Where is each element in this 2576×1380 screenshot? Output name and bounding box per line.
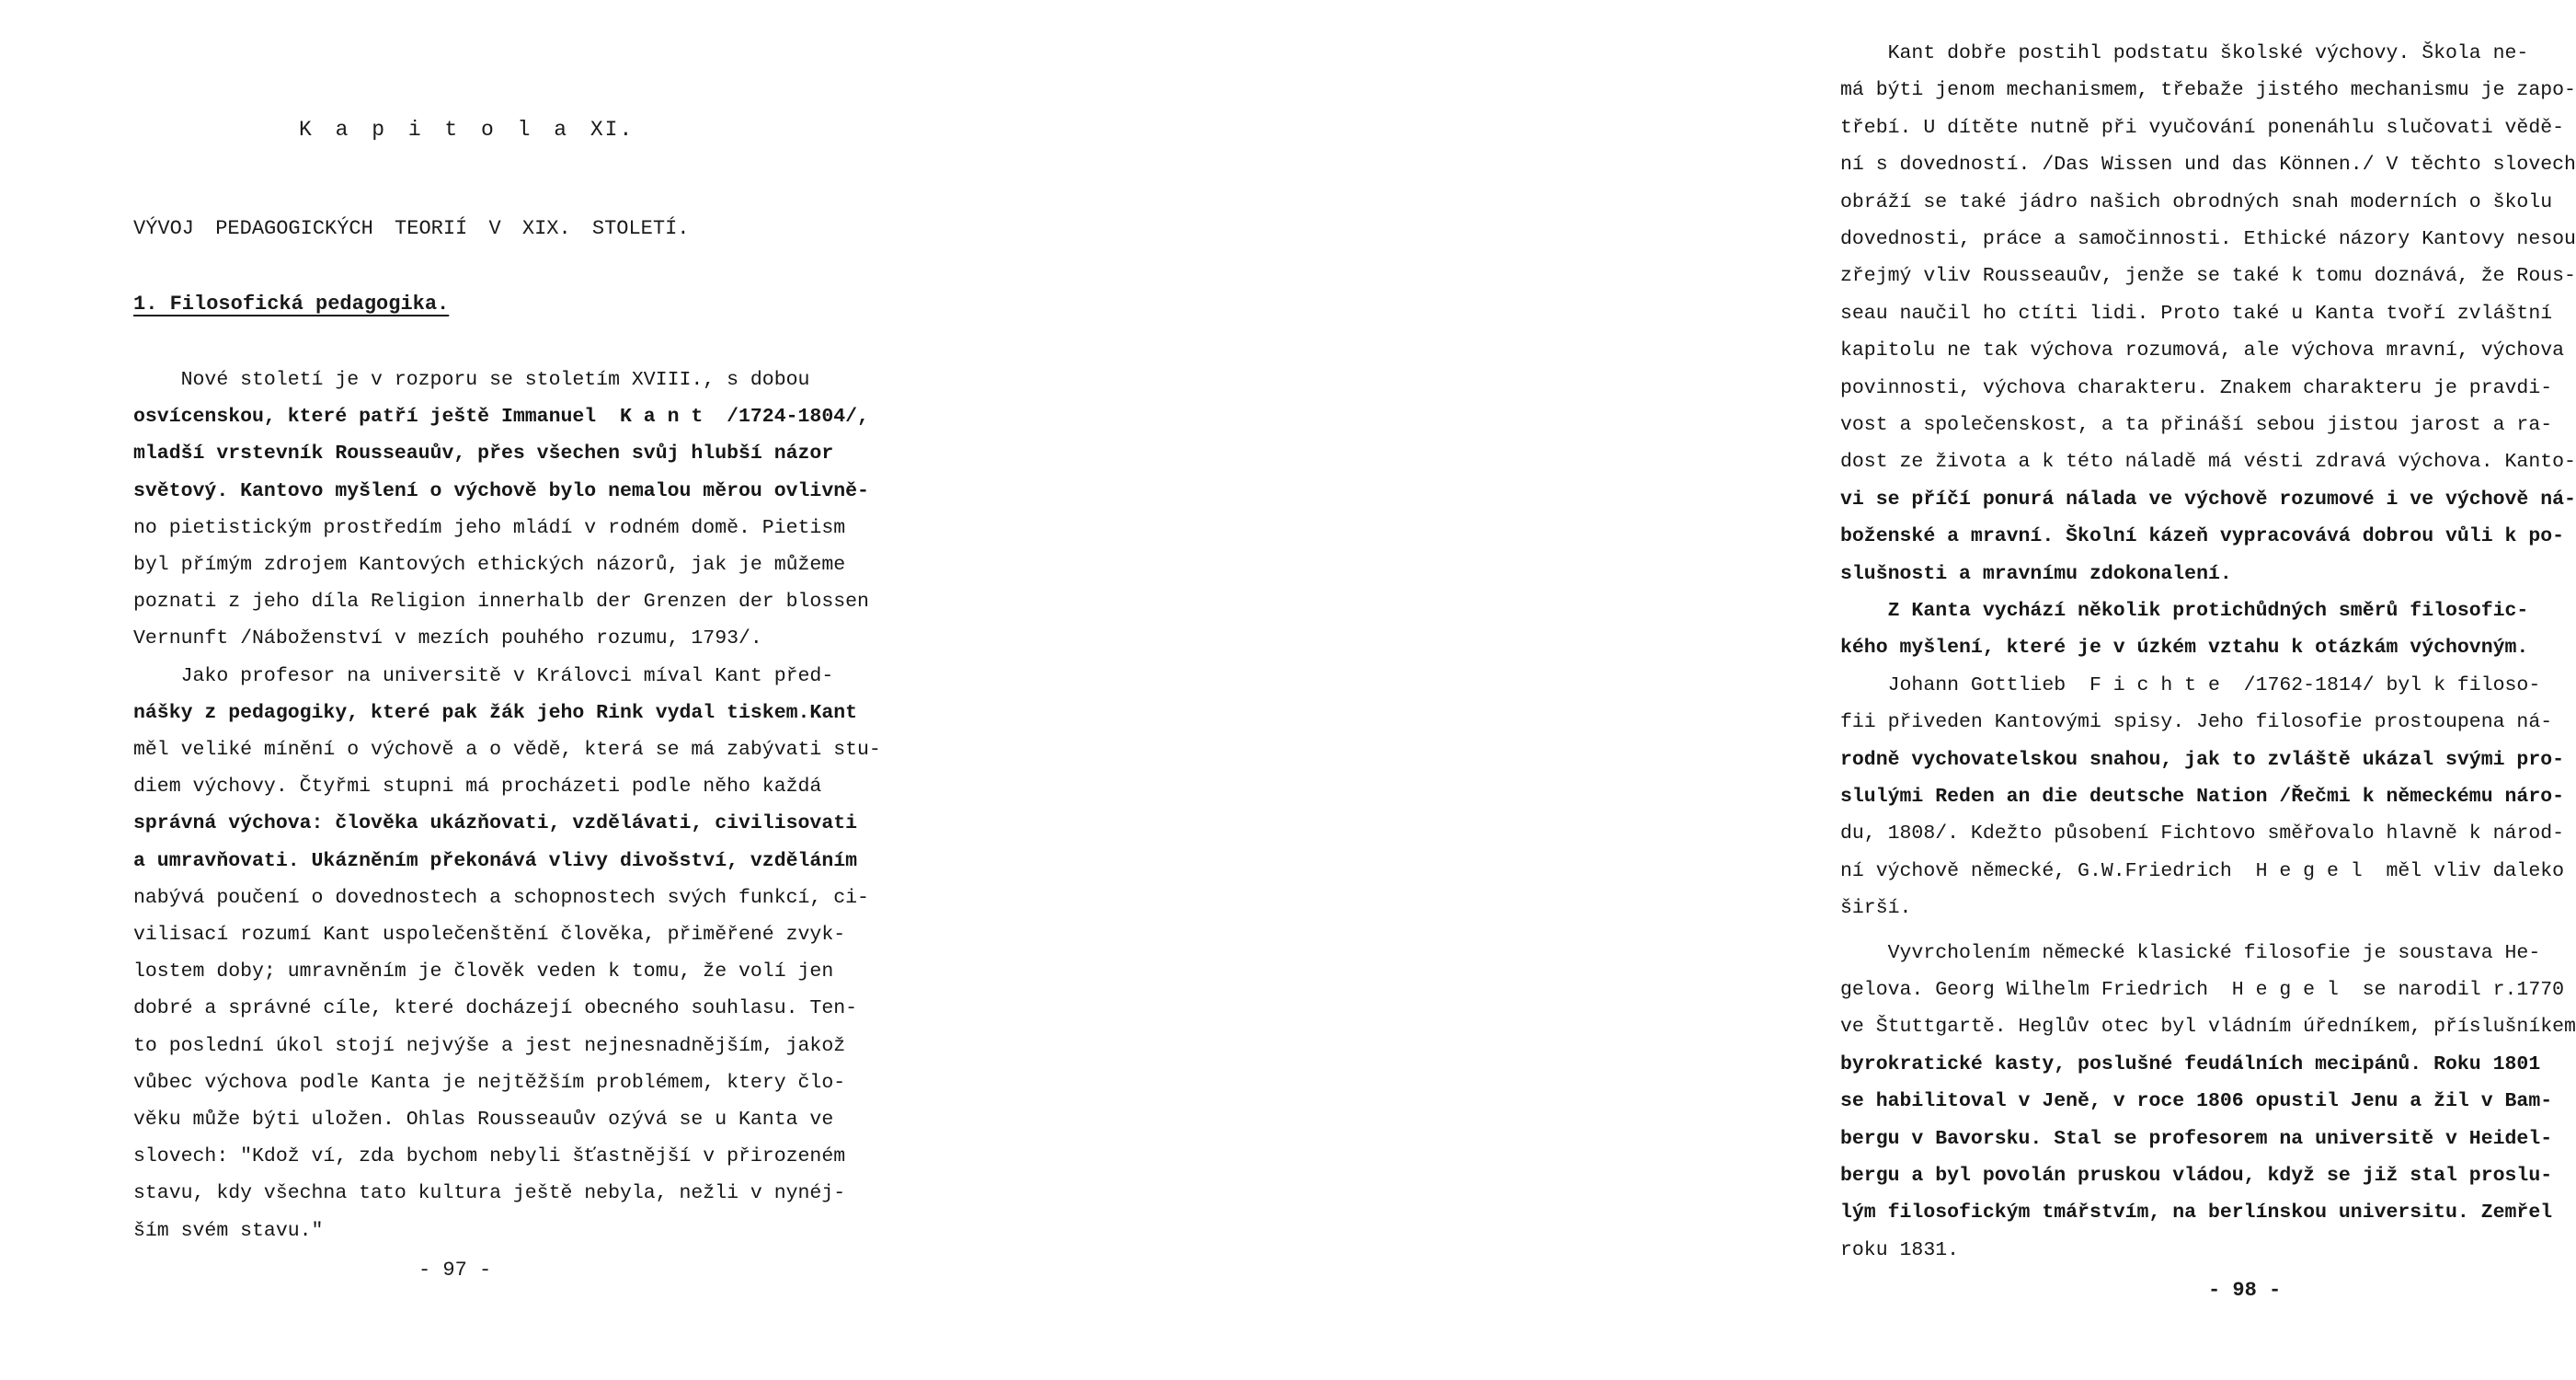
text-line: roku 1831. [1840, 1238, 1960, 1261]
chapter-title: K a p i t o l a XI. [299, 118, 635, 142]
text-line: slovech: "Kdož ví, zda bychom nebyli šťastnější v přirozeném [133, 1145, 846, 1168]
text-line: bergu a byl povolán pruskou vládou, když se již stal proslu- [1840, 1165, 2553, 1187]
text-line: správná výchova: člověka ukázňovati, vzdělávati, civilisovati [133, 812, 858, 835]
text-line: poznati z jeho díla Religion innerhalb der Grenzen der blossen [133, 591, 869, 614]
text-line: vilisací rozumí Kant uspolečenštění člověka, přiměřené zvyk- [133, 924, 846, 946]
text-line: dobré a správné cíle, které docházejí obecného souhlasu. Ten- [133, 997, 858, 1020]
text-line: nášky z pedagogiky, které pak žák jeho Rink vydal tiskem.Kant [133, 701, 858, 724]
page-number-right: - 98 - [2208, 1279, 2282, 1302]
text-line: kapitolu ne tak výchova rozumová, ale výchova mravní, výchova [1840, 339, 2565, 362]
text-line: povinnosti, výchova charakteru. Znakem charakteru je pravdi- [1840, 376, 2553, 399]
text-line: stavu, kdy všechna tato kultura ještě nebyla, nežli v nynéj- [133, 1182, 846, 1205]
text-line: ní výchově německé, G.W.Friedrich H e g e l měl vliv daleko [1840, 859, 2565, 882]
text-line: lým filosofickým tmářstvím, na berlínskou universitu. Zemřel [1840, 1202, 2553, 1225]
text-line: třebí. U dítěte nutně při vyučování ponenáhlu slučovati vědě- [1840, 116, 2565, 139]
text-line: mladší vrstevník Rousseauův, přes všechen svůj hlubší názor [133, 443, 834, 466]
text-line: zřejmý vliv Rousseauův, jenže se také k tomu doznává, že Rous- [1840, 265, 2576, 288]
text-line: no pietistickým prostředím jeho mládí v rodném domě. Pietism [133, 516, 846, 539]
subsection-title: 1. Filosofická pedagogika. [133, 293, 450, 316]
text-line: bergu v Bavorsku. Stal se profesorem na universitě v Heidel- [1840, 1127, 2553, 1150]
text-line: širší. [1840, 897, 1912, 920]
left-page [0, 0, 893, 1380]
text-line: boženské a mravní. Školní kázeň vypracovává dobrou vůli k po- [1840, 525, 2565, 548]
text-line: to poslední úkol stojí nejvýše a jest nejnesnadnějším, jakož [133, 1034, 846, 1057]
text-line: rodně vychovatelskou snahou, jak to zvláště ukázal svými pro- [1840, 748, 2565, 771]
text-line: seau naučil ho ctíti lidi. Proto také u Kanta tvoří zvláštní [1840, 302, 2553, 325]
text-line: Vyvrcholením německé klasické filosofie je soustava He- [1840, 941, 2541, 964]
text-line: slulými Reden an die deutsche Nation /Řečmi k německému náro- [1840, 786, 2565, 808]
text-line: kého myšlení, které je v úzkém vztahu k otázkám výchovným. [1840, 637, 2529, 660]
text-line: lostem doby; umravněním je člověk veden k tomu, že volí jen [133, 960, 834, 983]
text-line: má býti jenom mechanismem, třebaže jistého mechanismu je zapo- [1840, 79, 2576, 102]
text-line: Z Kanta vychází několik protichůdných směrů filosofic- [1840, 600, 2529, 622]
text-line: světový. Kantovo myšlení o výchově bylo nemalou měrou ovlivně- [133, 479, 869, 502]
text-line: byl přímým zdrojem Kantových ethických názorů, jak je můžeme [133, 554, 846, 576]
text-line: diem výchovy. Čtyřmi stupni má procházeti podle něho každá [133, 776, 822, 799]
text-line: vůbec výchova podle Kanta je nejtěžším problémem, ktery člo- [133, 1071, 846, 1094]
text-line: du, 1808/. Kdežto působení Fichtovo směřovalo hlavně k národ- [1840, 822, 2565, 845]
text-line: ším svém stavu." [133, 1219, 324, 1242]
text-line: fii přiveden Kantovými spisy. Jeho filosofie prostoupena ná- [1840, 711, 2553, 734]
text-line: byrokratické kasty, poslušné feudálních mecipánů. Roku 1801 [1840, 1052, 2541, 1075]
text-line: Johann Gottlieb F i c h t e /1762-1814/ byl k filoso- [1840, 673, 2541, 696]
text-line: Kant dobře postihl podstatu školské výchovy. Škola ne- [1840, 42, 2529, 64]
text-line: Jako profesor na universitě v Královci míval Kant před- [133, 664, 834, 687]
text-line: ní s dovedností. /Das Wissen und das Können./ V těchto slovech [1840, 154, 2576, 177]
text-line: dovednosti, práce a samočinnosti. Ethické názory Kantovy nesou [1840, 228, 2576, 250]
text-line: vost a společenskost, a ta přináší sebou jistou jarost a ra- [1840, 414, 2553, 436]
text-line: měl veliké mínění o výchově a o vědě, která se má zabývati stu- [133, 739, 881, 761]
section-title: VÝVOJ PEDAGOGICKÝCH TEORIÍ V XIX. STOLETÍ. [133, 217, 690, 240]
text-line: a umravňovati. Ukázněním překonává vlivy divošství, vzděláním [133, 849, 858, 872]
text-line: dost ze života a k této náladě má vésti zdravá výchova. Kanto- [1840, 451, 2576, 474]
right-page [893, 0, 2576, 1380]
text-line: nabývá poučení o dovednostech a schopnostech svých funkcí, ci- [133, 886, 869, 909]
text-line: slušnosti a mravnímu zdokonalení. [1840, 562, 2232, 585]
text-line: vi se příčí ponurá nálada ve výchově rozumové i ve výchově ná- [1840, 488, 2576, 511]
text-line: věku může býti uložen. Ohlas Rousseauův ozývá se u Kanta ve [133, 1109, 834, 1131]
text-line: obráží se také jádro našich obrodných snah moderních o školu [1840, 190, 2553, 213]
text-line: Vernunft /Náboženství v mezích pouhého rozumu, 1793/. [133, 627, 762, 650]
text-line: Nové století je v rozporu se stoletím XVIII., s dobou [133, 369, 810, 391]
page-number-left: - 97 - [418, 1259, 492, 1282]
text-line: osvícenskou, které patří ještě Immanuel K a n t /1724-1804/, [133, 406, 869, 429]
text-line: gelova. Georg Wilhelm Friedrich H e g e l se narodil r.1770 [1840, 979, 2565, 1001]
text-line: ve Štuttgartě. Heglův otec byl vládním úředníkem, příslušníkem [1840, 1016, 2576, 1039]
text-line: se habilitoval v Jeně, v roce 1806 opustil Jenu a žil v Bam- [1840, 1090, 2553, 1113]
